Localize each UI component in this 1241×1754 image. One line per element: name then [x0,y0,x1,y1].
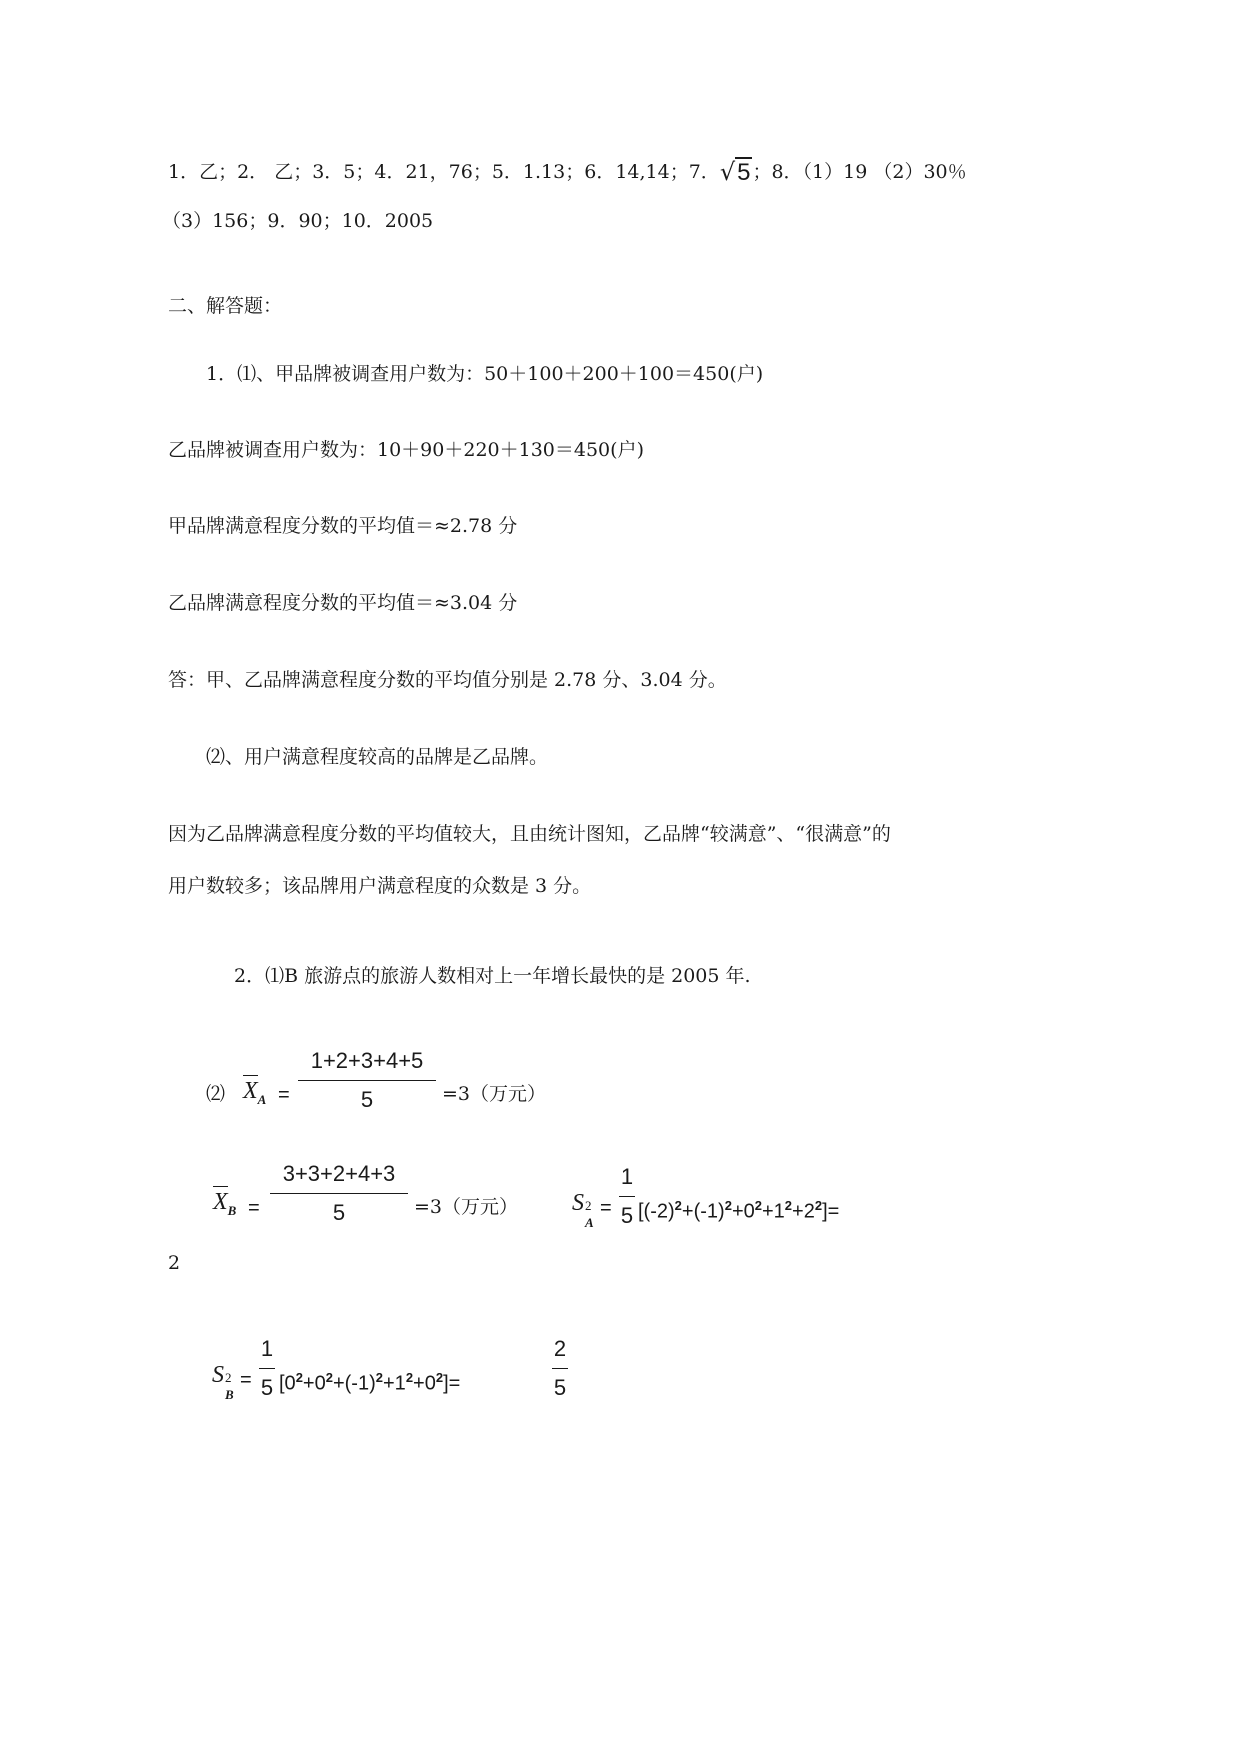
sqrt-expression [720,160,753,185]
fraction-denominator: 5 [332,1200,346,1225]
fraction-denominator: 5 [553,1375,567,1400]
fraction-denominator: 5 [620,1203,634,1228]
q1-answer: 答：甲、乙品牌满意程度分数的平均值分别是 2.78 分、3.04 分。 [168,669,727,691]
fraction-numerator: 1 [260,1336,274,1361]
mean-xb-fraction [270,1161,408,1226]
q1-paragraph-6: ⑵、用户满意程度较高的品牌是乙品牌。 [206,746,549,768]
q2-part2-label: ⑵ [206,1083,226,1105]
fraction-denominator: 5 [260,1375,274,1400]
variance-sb-symbol: S 2 B [212,1362,234,1402]
fraction-numerator: 1 [620,1164,634,1189]
variance-sa-symbol: S 2 A [572,1190,594,1230]
answers-line-2: （3）156；9．90；10．2005 [162,210,434,232]
answers-line-1 [168,160,967,185]
mean-xa-fraction [298,1048,436,1113]
variance-sa-fraction [619,1164,635,1229]
mean-xb-equals: = [248,1197,260,1219]
fraction-numerator: 3+3+2+4+3 [282,1161,396,1186]
mean-xb-symbol: $X_B$ [213,1189,236,1219]
q1-paragraph-8: 用户数较多；该品牌用户满意程度的众数是 3 分。 [168,875,592,897]
mean-xa-symbol: $X_A$ [243,1078,266,1108]
q2-paragraph-1: 2．⑴B 旅游点的旅游人数相对上一年增长最快的是 2005 年. [234,965,751,987]
variance-sa-equals: = [600,1197,612,1219]
variance-sb-equals: = [240,1369,252,1391]
q1-paragraph-7: 因为乙品牌满意程度分数的平均值较大，且由统计图知，乙品牌“较满意”、“很满意”的 [168,823,891,845]
variance-sa-result: 2 [168,1252,181,1274]
mean-xa-equals: = [278,1084,290,1106]
q1-paragraph-2: 乙品牌被调查用户数为：10＋90＋220＋130＝450(户) [168,439,644,461]
answers-part-a: 1．乙；2． 乙；3．5；4．21，76；5．1.13；6．14,14；7． [168,161,720,183]
q1-paragraph-4: 乙品牌满意程度分数的平均值＝≈3.04 分 [168,592,518,614]
radical-sign-icon: √ [719,158,736,186]
variance-sb-fraction [259,1336,275,1401]
fraction-numerator: 2 [553,1336,567,1361]
variance-sb-result-fraction [552,1336,568,1401]
variance-sa-expression: $[(-2)^2+(-1)^2+0^2+1^2+2^2]=$ [638,1198,840,1223]
sqrt-argument: 5 [737,159,751,186]
answers-part-b: ；8．（1）19 （2）30％ [752,161,967,183]
q1-paragraph-3: 甲品牌满意程度分数的平均值＝≈2.78 分 [168,515,518,537]
mean-xa-result: =3（万元） [442,1083,547,1105]
section-title: 二、解答题： [168,295,283,317]
q1-paragraph-1: 1．⑴、甲品牌被调查用户数为：50＋100＋200＋100＝450(户) [206,363,764,385]
variance-sb-expression: $[0^2+0^2+(-1)^2+1^2+0^2]=$ [279,1370,461,1395]
fraction-numerator: 1+2+3+4+5 [310,1048,424,1073]
mean-xb-result: =3（万元） [414,1196,519,1218]
fraction-denominator: 5 [360,1087,374,1112]
